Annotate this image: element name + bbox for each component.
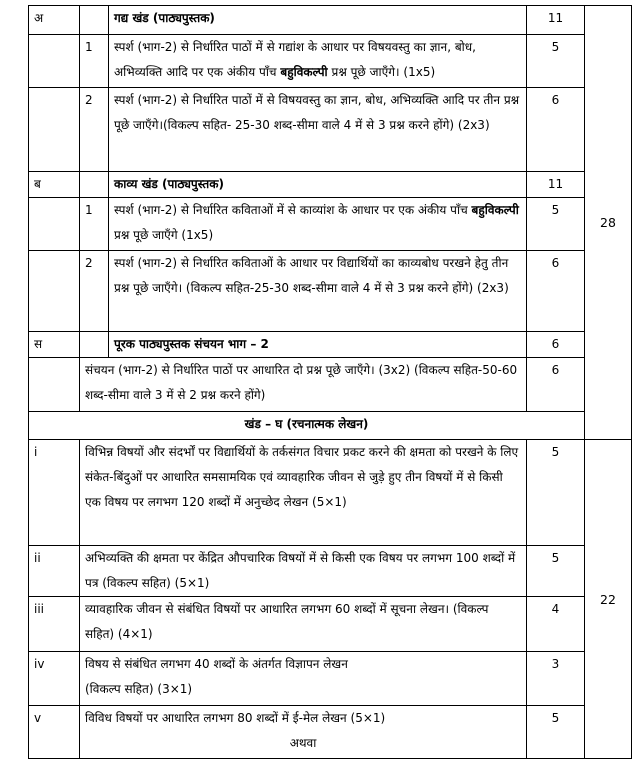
table-row xyxy=(29,358,632,412)
section-letter: स xyxy=(29,332,80,358)
total-marks-writing: 22 xyxy=(585,440,632,759)
empty-cell xyxy=(29,358,80,412)
item-text: स्पर्श (भाग-2) से निर्धारित कविताओं में से काव्यांश के आधार पर एक अंकीय पाँच xyxy=(114,203,472,217)
table-row xyxy=(29,88,632,172)
item-number: iv xyxy=(29,652,80,706)
empty-cell xyxy=(80,6,109,35)
item-text: विषय से संबंधित लगभग 40 शब्दों के अंतर्गत विज्ञापन लेखन xyxy=(85,657,348,671)
item-text-line2: (विकल्प सहित) (3×1) xyxy=(85,682,193,696)
item-number: i xyxy=(29,440,80,546)
item-marks: 6 xyxy=(527,358,585,412)
table-row xyxy=(29,198,632,251)
item-description: अभिव्यक्ति की क्षमता पर केंद्रित औपचारिक विषयों में से किसी एक विषय पर लगभग 100 शब्दों में पत्र (विकल्प सहित) (5×1) xyxy=(80,546,527,597)
section-marks: 11 xyxy=(527,6,585,35)
item-text: विविध विषयों पर आधारित लगभग 80 शब्दों में ई-मेल लेखन (5×1) xyxy=(85,711,386,725)
table-row xyxy=(29,652,632,706)
item-description xyxy=(109,198,527,251)
item-description: संचयन (भाग-2) से निर्धारित पाठों पर आधारित दो प्रश्न पूछे जाएँगे। (3x2) (विकल्प सहित-50-60 शब्द-सीमा वाले 3 में से 2 प्रश्न करने होंगे) xyxy=(80,358,527,412)
empty-cell xyxy=(80,332,109,358)
item-marks: 5 xyxy=(527,546,585,597)
item-number: iii xyxy=(29,597,80,652)
section-title: गद्य खंड (पाठ्यपुस्तक) xyxy=(109,6,527,35)
item-text-bold: बहुविकल्पी xyxy=(471,203,519,217)
total-marks-reading: 28 xyxy=(585,6,632,440)
section-row xyxy=(29,6,632,35)
item-marks: 3 xyxy=(527,652,585,706)
section-title: पूरक पाठ्यपुस्तक संचयन भाग – 2 xyxy=(109,332,527,358)
table-row xyxy=(29,251,632,332)
item-marks: 5 xyxy=(527,198,585,251)
item-marks: 5 xyxy=(527,706,585,759)
table-row xyxy=(29,597,632,652)
item-text-bold: बहुविकल्पी xyxy=(280,65,328,79)
section-marks: 11 xyxy=(527,172,585,198)
item-marks: 4 xyxy=(527,597,585,652)
table-row xyxy=(29,706,632,759)
item-text: स्पर्श (भाग-2) से निर्धारित पाठों में से गद्यांश के आधार पर विषयवस्तु का ज्ञान, बोध, अभिव्यक्ति आदि पर एक अंकीय पाँच xyxy=(114,40,476,79)
item-marks: 6 xyxy=(527,88,585,172)
item-number: 2 xyxy=(80,251,109,332)
writing-section-heading: खंड – घ (रचनात्मक लेखन) xyxy=(29,412,585,440)
empty-cell xyxy=(29,35,80,88)
item-description xyxy=(109,35,527,88)
empty-cell xyxy=(29,88,80,172)
empty-cell xyxy=(80,172,109,198)
item-marks: 6 xyxy=(527,251,585,332)
writing-heading-row xyxy=(29,412,632,440)
table-row xyxy=(29,35,632,88)
item-description: व्यावहारिक जीवन से संबंधित विषयों पर आधारित लगभग 60 शब्दों में सूचना लेखन। (विकल्प सहित) (4×1) xyxy=(80,597,527,652)
item-description xyxy=(80,706,527,759)
item-number: v xyxy=(29,706,80,759)
item-number: 1 xyxy=(80,198,109,251)
item-text: प्रश्न पूछे जाएँगे (1x5) xyxy=(114,228,214,242)
section-row xyxy=(29,172,632,198)
item-text: प्रश्न पूछे जाएँगे। (1x5) xyxy=(327,65,436,79)
item-marks: 5 xyxy=(527,35,585,88)
item-description xyxy=(80,652,527,706)
item-description: स्पर्श (भाग-2) से निर्धारित कविताओं के आधार पर विद्यार्थियों का काव्यबोध परखने हेतु तीन प्रश्न पूछे जाएँगे। (विकल्प सहित-25-30 शब्द-सीमा वाले 4 में से 3 प्रश्न करने होंगे) (2x3) xyxy=(109,251,527,332)
section-letter: ब xyxy=(29,172,80,198)
or-separator: अथवा xyxy=(289,736,317,750)
item-number: 2 xyxy=(80,88,109,172)
item-number: ii xyxy=(29,546,80,597)
item-number: 1 xyxy=(80,35,109,88)
table-row xyxy=(29,546,632,597)
section-letter: अ xyxy=(29,6,80,35)
item-marks: 5 xyxy=(527,440,585,546)
section-row xyxy=(29,332,632,358)
empty-cell xyxy=(29,251,80,332)
item-description: विभिन्न विषयों और संदर्भों पर विद्यार्थियों के तर्कसंगत विचार प्रकट करने की क्षमता को परखने के लिए संकेत-बिंदुओं पर आधारित समसामयिक एवं व्यावहारिक जीवन से जुड़े हुए तीन विषयों में से किसी एक विषय पर लगभग 120 शब्दों में अनुच्छेद लेखन (5×1) xyxy=(80,440,527,546)
table-row xyxy=(29,440,632,546)
empty-cell xyxy=(29,198,80,251)
section-title: काव्य खंड (पाठ्यपुस्तक) xyxy=(109,172,527,198)
syllabus-table xyxy=(28,5,632,759)
item-description: स्पर्श (भाग-2) से निर्धारित पाठों में से विषयवस्तु का ज्ञान, बोध, अभिव्यक्ति आदि पर तीन प्रश्न पूछे जाएँगे।(विकल्प सहित- 25-30 शब्द-सीमा वाले 4 में से 3 प्रश्न करने होंगे) (2x3) xyxy=(109,88,527,172)
section-marks: 6 xyxy=(527,332,585,358)
